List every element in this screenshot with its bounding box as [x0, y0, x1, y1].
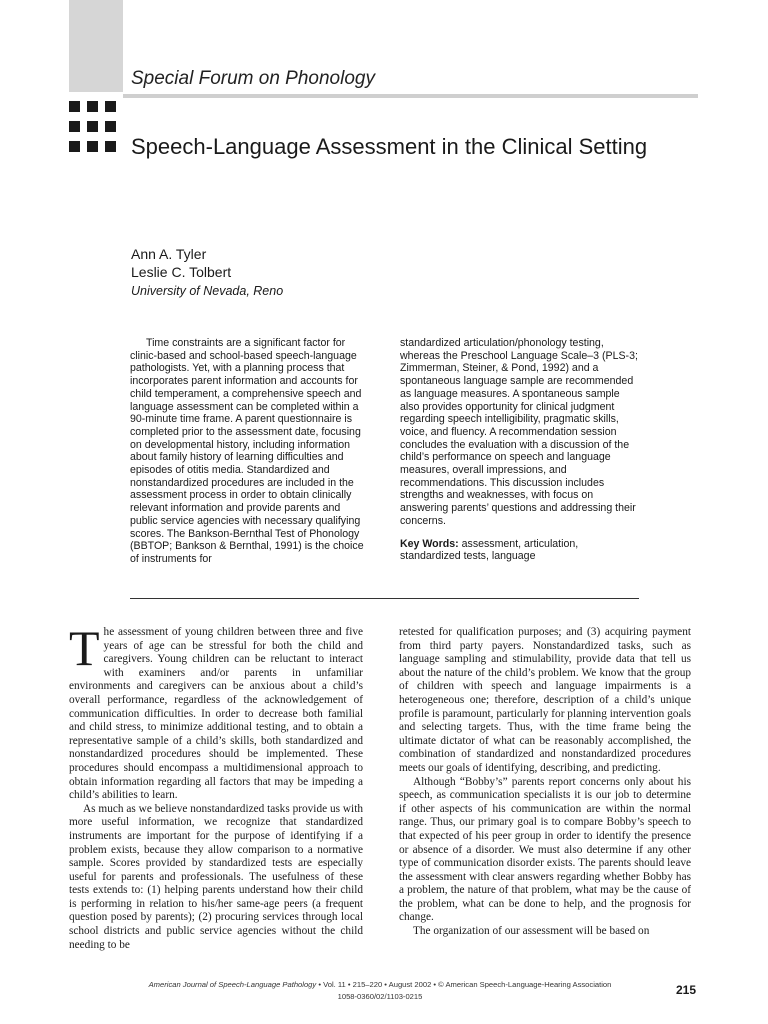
square-mark: [87, 101, 98, 112]
header-tab-block: [69, 0, 123, 92]
abstract-text: standardized articulation/phonology testing, whereas the Preschool Language Scale–3 (PLS-3; Zimmerman, Steiner, & Pond, 1992) and a spontaneous language sample are recommended as language measures. A spontaneous sample also provides opportunity for clinical judgment regarding speech intelligibility, pragmatic skills, voice, and fluency. A recommendation session concludes the evaluation with a discussion of the child’s performance on speech and language measures, overall impressions, and recommendations. This discussion includes strengths and weaknesses, with focus on answering parents’ questions and addressing their concerns.: [400, 337, 638, 527]
square-mark: [69, 101, 80, 112]
square-mark: [105, 141, 116, 152]
author-affiliation: University of Nevada, Reno: [131, 284, 284, 298]
square-mark: [69, 141, 80, 152]
square-mark: [105, 121, 116, 132]
citation-line: [100, 979, 660, 991]
abstract-right-column: [400, 337, 638, 563]
body-right-column: [399, 626, 691, 939]
body-paragraph-text: he assessment of young children between three and five years of age can be stressful for both the child and caregivers. Young children can be reluctant to interact with examiners and/or parents in unfamiliar environments and caregivers can be anxious about a child’s overall performance, regardless of the acknowledgement of communication difficulties. In order to decrease both familial and child stress, to minimize additional testing, and to obtain a representative sample of a child’s skills, both standardized and nonstandardized procedures should be implemented. These procedures should encompass a multidimensional approach to obtain information regarding all factors that may be impeding a child’s abilities to learn.: [69, 626, 363, 802]
author-name: Leslie C. Tolbert: [131, 264, 232, 280]
body-left-column: [69, 620, 363, 952]
article-title: Speech-Language Assessment in the Clinical Setting: [131, 134, 648, 159]
author-block: [131, 245, 283, 301]
page-footer: [100, 979, 660, 1003]
forum-title: Special Forum on Phonology: [131, 68, 375, 89]
square-mark: [87, 121, 98, 132]
drop-cap: T: [69, 620, 100, 676]
square-mark: [87, 141, 98, 152]
body-paragraph: retested for qualification purposes; and (3) acquiring payment from third party payers. Nonstandardized tasks, such as language sampling and stimulability, provide data that tell us about the nature of the child’s problem. We know that the group of children with speech and language impairments is a heterogeneous one; therefore, description of a child’s unique profile is paramount, particularly for planning intervention goals and selecting targets. Thus, with the time frame being the ultimate dictator of what can be reasonably accomplished, the combination of standardized and nonstandardized procedures meets our goals of identifying, describing, and predicting.: [399, 626, 691, 774]
square-mark: [69, 121, 80, 132]
forum-rule: [123, 94, 698, 98]
page-number: 215: [676, 983, 697, 997]
citation-details: • Vol. 11 • 215–220 • August 2002 • © American Speech-Language-Hearing Association: [316, 980, 612, 989]
section-divider: [130, 598, 639, 599]
keywords: [400, 538, 638, 563]
body-paragraph: The organization of our assessment will be based on: [413, 925, 650, 938]
issn-line: 1058-0360/02/1103-0215: [337, 992, 423, 1001]
abstract-left-column: [130, 337, 368, 566]
square-mark: [105, 101, 116, 112]
body-paragraph: Although “Bobby’s” parents report concerns only about his speech, as communication specialists it is our job to determine if other aspects of his communication are within the normal range. Thus, our primary goal is to compare Bobby’s speech to that expected of his peer group in order to identify the presence or absence of a disorder. We must also determine if any other type of communication disorder exists. The parents should leave the assessment with clear answers regarding whether Bobby has a problem, the nature of that problem, what may be the cause of the problem, what can be done to help, and the prognosis for change.: [399, 775, 691, 924]
abstract-text: Time constraints are a significant factor for clinic-based and school-based speech-language pathologists. Yet, with a planning process that incorporates parent information and accounts for child temperament, a comprehensive speech and language assessment can be completed within a 90-minute time frame. A parent questionnaire is completed prior to the assessment date, focusing on developmental history, including information about family history of learning difficulties and episodes of otitis media. Standardized and nonstandardized procedures are included in the assessment process in order to obtain clinically relevant information and provide parents and public service agencies with necessary qualifying scores. The Bankson-Bernthal Test of Phonology (BBTOP; Bankson & Bernthal, 1991) is the choice of instruments for: [130, 337, 364, 565]
body-paragraph: As much as we believe nonstandardized tasks provide us with more useful information, we recognize that standardized instruments are important for the purpose of identifying if a problem exists, because they allow comparison to a normative sample. Scores provided by standardized tests are especially useful for parents and professionals. The usefulness of these tests extends to: (1) helping parents understand how their child is performing in relation to his/her same-age peers (a frequent question posed by parents); (2) procuring services through local school districts and public service agencies without the child needing to be: [69, 802, 363, 951]
keywords-list: assessment, articulation, standardized tests, language: [400, 537, 579, 563]
journal-name: American Journal of Speech-Language Pathology: [148, 980, 317, 989]
keywords-label: Key Words:: [400, 537, 459, 550]
author-name: Ann A. Tyler: [131, 246, 207, 262]
body-paragraph: [69, 620, 363, 803]
